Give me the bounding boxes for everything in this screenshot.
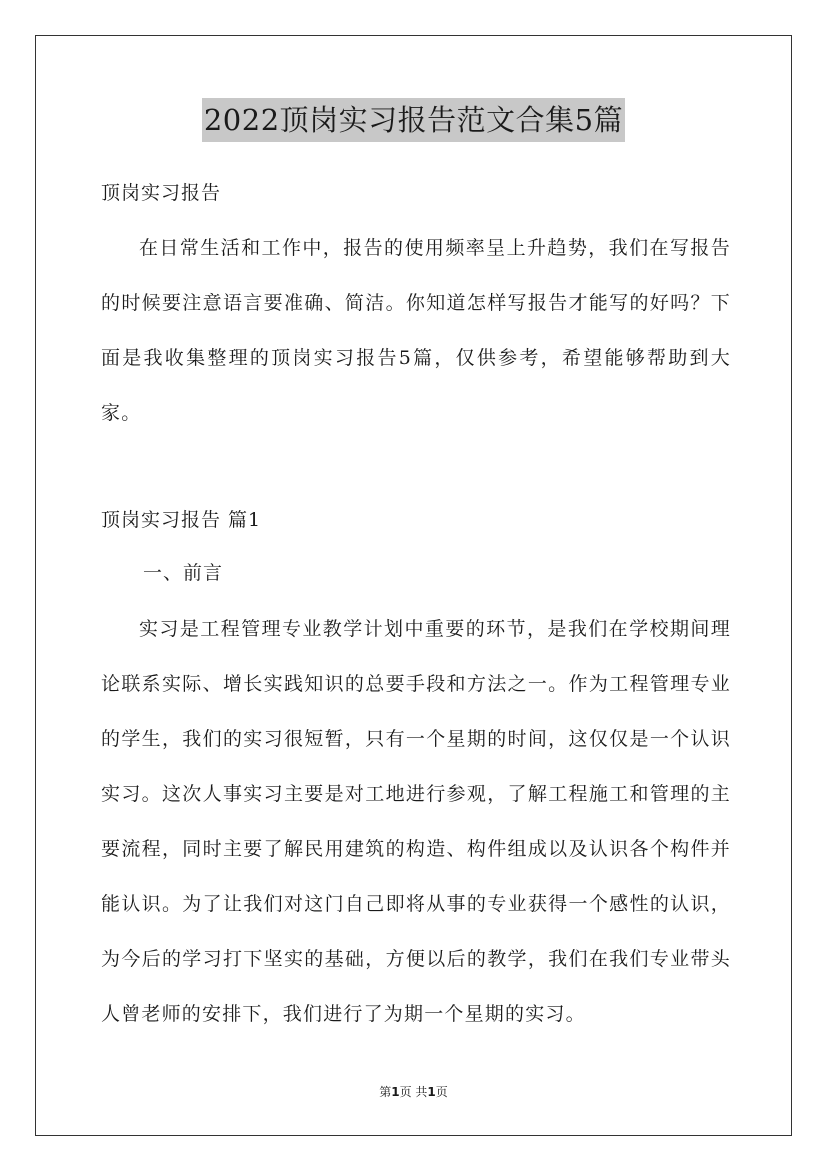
subheading: 一、前言 — [143, 562, 224, 584]
section-label: 顶岗实习报告 — [101, 182, 222, 204]
intro-block — [101, 221, 731, 441]
footer-total-pages: 1 — [427, 1085, 436, 1099]
document-title: 2022顶岗实习报告范文合集5篇 — [202, 98, 625, 142]
footer-current-page: 1 — [391, 1085, 400, 1099]
page-footer — [0, 1083, 827, 1100]
title-container — [0, 98, 827, 142]
footer-prefix: 第 — [379, 1085, 392, 1099]
body-paragraph: 实习是工程管理专业教学计划中重要的环节，是我们在学校期间理论联系实际、增长实践知识的总要手段和方法之一。作为工程管理专业的学生，我们的实习很短暂，只有一个星期的时间，这仅仅是一个认识实习。这次人事实习主要是对工地进行参观，了解工程施工和管理的主要流程，同时主要了解民用建筑的构造、构件组成以及认识各个构件并能认识。为了让我们对这门自己即将从事的专业获得一个感性的认识，为今后的学习打下坚实的基础，方便以后的教学，我们在我们专业带头人曾老师的安排下，我们进行了为期一个星期的实习。 — [101, 618, 731, 1025]
footer-mid: 页 共 — [399, 1085, 428, 1099]
article-heading: 顶岗实习报告 篇1 — [101, 509, 262, 531]
body-block — [101, 602, 731, 1042]
footer-suffix: 页 — [435, 1085, 448, 1099]
intro-paragraph: 在日常生活和工作中，报告的使用频率呈上升趋势，我们在写报告的时候要注意语言要准确、简洁。你知道怎样写报告才能写的好吗？下面是我收集整理的顶岗实习报告5篇，仅供参考，希望能够帮助到大家。 — [101, 237, 731, 424]
